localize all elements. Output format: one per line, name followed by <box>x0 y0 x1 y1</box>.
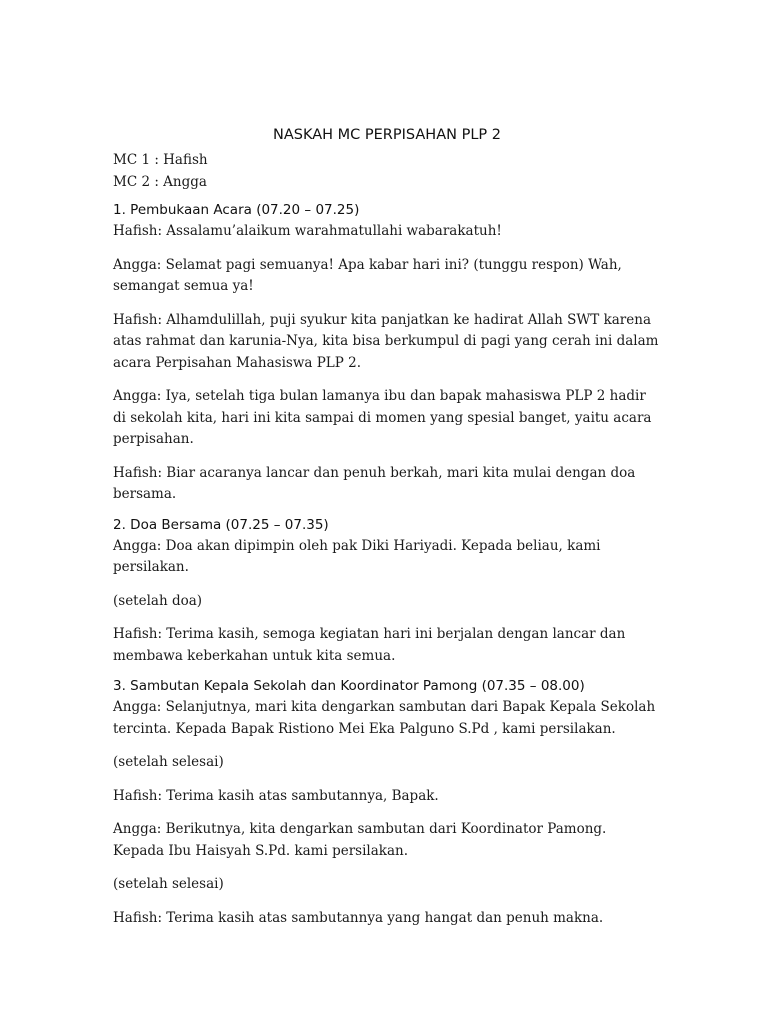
section-2-heading: 2. Doa Bersama (07.25 – 07.35) <box>113 516 329 533</box>
paragraph: (setelah doa) <box>113 592 203 609</box>
mc1-line: MC 1 : Hafish <box>113 152 208 168</box>
paragraph: Angga: Selamat pagi semuanya! Apa kabar hari ini? (tunggu respon) Wah, semangat semua ya! <box>113 256 622 294</box>
paragraph: Hafish: Assalamu’alaikum warahmatullahi wabarakatuh! <box>113 223 502 239</box>
paragraph: Hafish: Terima kasih atas sambutannya, Bapak. <box>113 787 439 804</box>
paragraph: Angga: Berikutnya, kita dengarkan sambutan dari Koordinator Pamong. Kepada Ibu Haisyah S.Pd. kami persilakan. <box>113 821 607 859</box>
paragraph: (setelah selesai) <box>113 876 224 892</box>
paragraph: Angga: Doa akan dipimpin oleh pak Diki Hariyadi. Kepada beliau, kami persilakan. <box>113 537 601 575</box>
paragraph: (setelah selesai) <box>113 754 224 770</box>
mc2-line: MC 2 : Angga <box>113 173 207 190</box>
paragraph: Hafish: Alhamdulillah, puji syukur kita panjatkan ke hadirat Allah SWT karena atas rahmat dan karunia-Nya, kita bisa berkumpul di pagi yang cerah ini dalam acara Perpisahan Mahasiswa PLP 2. <box>113 311 659 371</box>
paragraph: Hafish: Terima kasih atas sambutannya yang hangat dan penuh makna. <box>113 909 604 926</box>
paragraph: Hafish: Biar acaranya lancar dan penuh berkah, mari kita mulai dengan doa bersama. <box>113 464 636 502</box>
document-title: NASKAH MC PERPISAHAN PLP 2 <box>273 127 501 143</box>
paragraph: Angga: Iya, setelah tiga bulan lamanya ibu dan bapak mahasiswa PLP 2 hadir di sekolah kita, hari ini kita sampai di momen yang spesial banget, yaitu acara perpisahan. <box>113 388 652 447</box>
section-3-heading: 3. Sambutan Kepala Sekolah dan Koordinator Pamong (07.35 – 08.00) <box>113 678 585 694</box>
paragraph: Angga: Selanjutnya, mari kita dengarkan sambutan dari Bapak Kepala Sekolah tercinta. Kepada Bapak Ristiono Mei Eka Palguno S.Pd , kami persilakan. <box>113 699 656 737</box>
document-body <box>113 124 661 941</box>
section-1-heading: 1. Pembukaan Acara (07.20 – 07.25) <box>113 202 360 218</box>
paragraph: Hafish: Terima kasih, semoga kegiatan hari ini berjalan dengan lancar dan membawa keberkahan untuk kita semua. <box>113 626 626 664</box>
